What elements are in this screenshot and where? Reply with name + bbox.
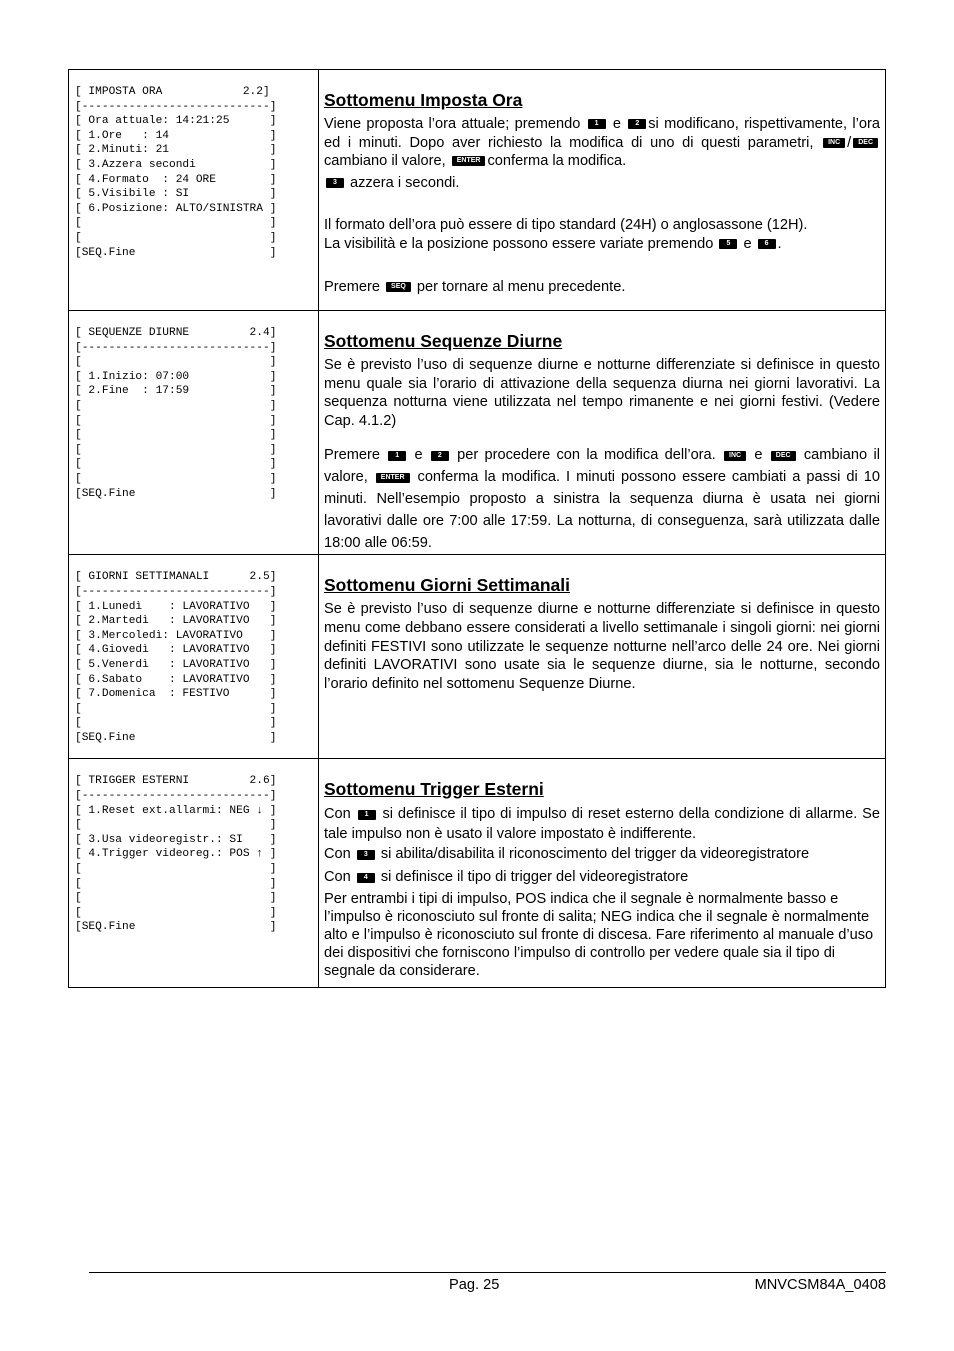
key-3-icon: 3	[326, 178, 344, 188]
description-cell	[319, 759, 886, 988]
description-cell	[319, 555, 886, 759]
paragraph	[324, 844, 880, 864]
key-3-icon: 3	[357, 850, 375, 860]
key-enter-icon: ENTER	[376, 473, 410, 483]
text-run: conferma la modifica. I minuti possono essere cambiati a passi di 10 minuti. Nell’esempio proposto a sinistra la sequenza diurna è usata nei giorni lavorativi dalle ore 7:00 alle 17:59. La notturna, di conseguenza, sarà utilizzata dalle 18:00 alle 06:59.	[324, 469, 880, 552]
terminal-screen: [ SEQUENZE DIURNE 2.4] [----------------------------] [ ] [ 1.Inizio: 07:00 ] [ 2.Fine : 17:59 ] [ ] [ ] [ ] [ ] [ ] [ ] [SEQ.Fine ]	[75, 327, 277, 500]
terminal-cell	[69, 311, 319, 555]
key-seq-icon: SEQ	[386, 282, 411, 292]
text-run: La visibilità e la posizione possono essere variate premendo	[324, 235, 714, 252]
text-run: conferma la modifica.	[487, 153, 627, 170]
description-cell	[319, 311, 886, 555]
section-giorni-settimanali	[69, 555, 886, 759]
key-1-icon: 1	[358, 810, 376, 820]
text-run: e	[754, 447, 763, 464]
terminal-screen: [ TRIGGER ESTERNI 2.6] [----------------------------] [ 1.Reset ext.allarmi: NEG ↓ ] [ ] [ 3.Usa videoregistr.: SI ] [ 4.Trigger videoreg.: POS ↑ ] [ ] [ ] [ ] [ ] [SEQ.Fine ]	[75, 775, 277, 934]
paragraph	[324, 444, 880, 554]
text-run: Con	[324, 806, 351, 823]
description-cell	[319, 70, 886, 311]
terminal-cell	[69, 555, 319, 759]
terminal-screen: [ GIORNI SETTIMANALI 2.5] [----------------------------] [ 1.Lunedì : LAVORATIVO ] [ 2.Martedì : LAVORATIVO ] [ 3.Mercoledì: LAVORATIVO ] [ 4.Giovedì : LAVORATIVO ] [ 5.Venerdì : LAVORATIVO ] [ 6.Sabato : LAVORATIVO ] [ 7.Domenica : FESTIVO ] [ ] [ ] [SEQ.Fine ]	[75, 571, 277, 744]
text-run: cambiano il valore,	[324, 153, 446, 170]
section-title: Sottomenu Imposta Ora	[324, 90, 523, 110]
key-enter-icon: ENTER	[452, 156, 486, 166]
text-run: .	[777, 235, 782, 252]
text-run: e	[612, 116, 622, 132]
key-2-icon: 2	[628, 119, 646, 129]
text-run: si modificano, rispettivamente, l’ora ed i minuti. Dopo aver richiesto la modifica di uno di questi parametri,	[324, 116, 880, 151]
text-run: cambiano il valore,	[324, 447, 880, 486]
section-title: Sottomenu Giorni Settimanali	[324, 575, 570, 596]
paragraph: Se è previsto l’uso di sequenze diurne e notturne differenziate si definisce in questo menu quale sia l’orario di attivazione della sequenza diurna nei giorni lavorativi. La sequenza notturna viene utilizzata nel tempo rimanente e nei giorni festivi. (Vedere Cap. 4.1.2)	[324, 357, 880, 429]
text-run: per tornare al menu precedente.	[416, 278, 626, 295]
terminal-cell	[69, 759, 319, 988]
text-run: e	[414, 447, 423, 464]
text-run: /	[847, 134, 852, 151]
text-run: Premere	[324, 278, 380, 295]
footer-divider	[89, 1272, 886, 1273]
text-run: e	[743, 235, 752, 252]
key-2-icon: 2	[431, 451, 449, 461]
settings-table	[68, 69, 886, 988]
paragraph	[324, 235, 880, 254]
paragraph: Se è previsto l’uso di sequenze diurne e notturne differenziate si definisce in questo menu come debbano essere considerati a livello settimanale i singoli giorni: nei giorni definiti FESTIVI sono utilizzate le sequenze notturne nell’arco delle 24 ore. Nei giorni definiti LAVORATIVI sono usate sia le sequenze diurne, sia le notturne, secondo l’orario definito nel sottomenu Sequenze Diurne.	[324, 601, 880, 692]
terminal-screen: [ IMPOSTA ORA 2.2] [----------------------------] [ Ora attuale: 14:21:25 ] [ 1.Ore : 14 ] [ 2.Minuti: 21 ] [ 3.Azzera secondi ] [ 4.Formato : 24 ORE ] [ 5.Visibile : SI ] [ 6.Posizione: ALTO/SINISTRA ] [ ] [ ] [SEQ.Fine ]	[75, 86, 277, 259]
section-title: Sottomenu Trigger Esterni	[324, 779, 544, 800]
key-1-icon: 1	[388, 451, 406, 461]
paragraph: Il formato dell’ora può essere di tipo standard (24H) o anglosassone (12H).	[324, 217, 808, 234]
text-run: Con	[324, 846, 351, 863]
key-inc-icon: INC	[724, 451, 746, 461]
text-run: Premere	[324, 447, 380, 464]
key-dec-icon: DEC	[853, 138, 878, 148]
paragraph	[324, 174, 880, 193]
key-1-icon: 1	[588, 119, 606, 129]
text-run: Viene proposta l’ora attuale; premendo	[324, 116, 581, 132]
text-run: per procedere con la modifica dell’ora.	[457, 447, 716, 464]
section-trigger-esterni	[69, 759, 886, 988]
section-sequenze-diurne	[69, 311, 886, 555]
text-run: si definisce il tipo di impulso di reset esterno della condizione di allarme. Se tale impulso non è usato il valore impostato è indifferente.	[324, 806, 880, 843]
section-imposta-ora	[69, 70, 886, 311]
page-number: Pag. 25	[449, 1277, 500, 1293]
text-run: si definisce il tipo di trigger del videoregistratore	[380, 869, 689, 886]
text-run: Con	[324, 869, 351, 886]
text-run: si abilita/disabilita il riconoscimento del trigger da videoregistratore	[380, 846, 810, 863]
section-title: Sottomenu Sequenze Diurne	[324, 331, 563, 351]
paragraph	[324, 115, 880, 171]
document-code: MNVCSM84A_0408	[754, 1277, 886, 1293]
key-5-icon: 5	[719, 239, 737, 249]
paragraph	[324, 867, 880, 887]
key-dec-icon: DEC	[771, 451, 796, 461]
key-inc-icon: INC	[823, 138, 845, 148]
paragraph	[324, 804, 880, 844]
key-6-icon: 6	[758, 239, 776, 249]
terminal-cell	[69, 70, 319, 311]
key-4-icon: 4	[357, 873, 375, 883]
paragraph	[324, 278, 880, 297]
text-run: azzera i secondi.	[349, 174, 460, 191]
paragraph: Per entrambi i tipi di impulso, POS indica che il segnale è normalmente basso e l’impulso è riconosciuto sul fronte di salita; NEG indica che il segnale è normalmente alto e l’impulso è riconosciuto sul fronte di discesa. Fare riferimento al manuale d’uso dei dispositivi che forniscono l’impulso di controllo per vedere quale sia il tipo di segnale da considerare.	[324, 891, 874, 980]
